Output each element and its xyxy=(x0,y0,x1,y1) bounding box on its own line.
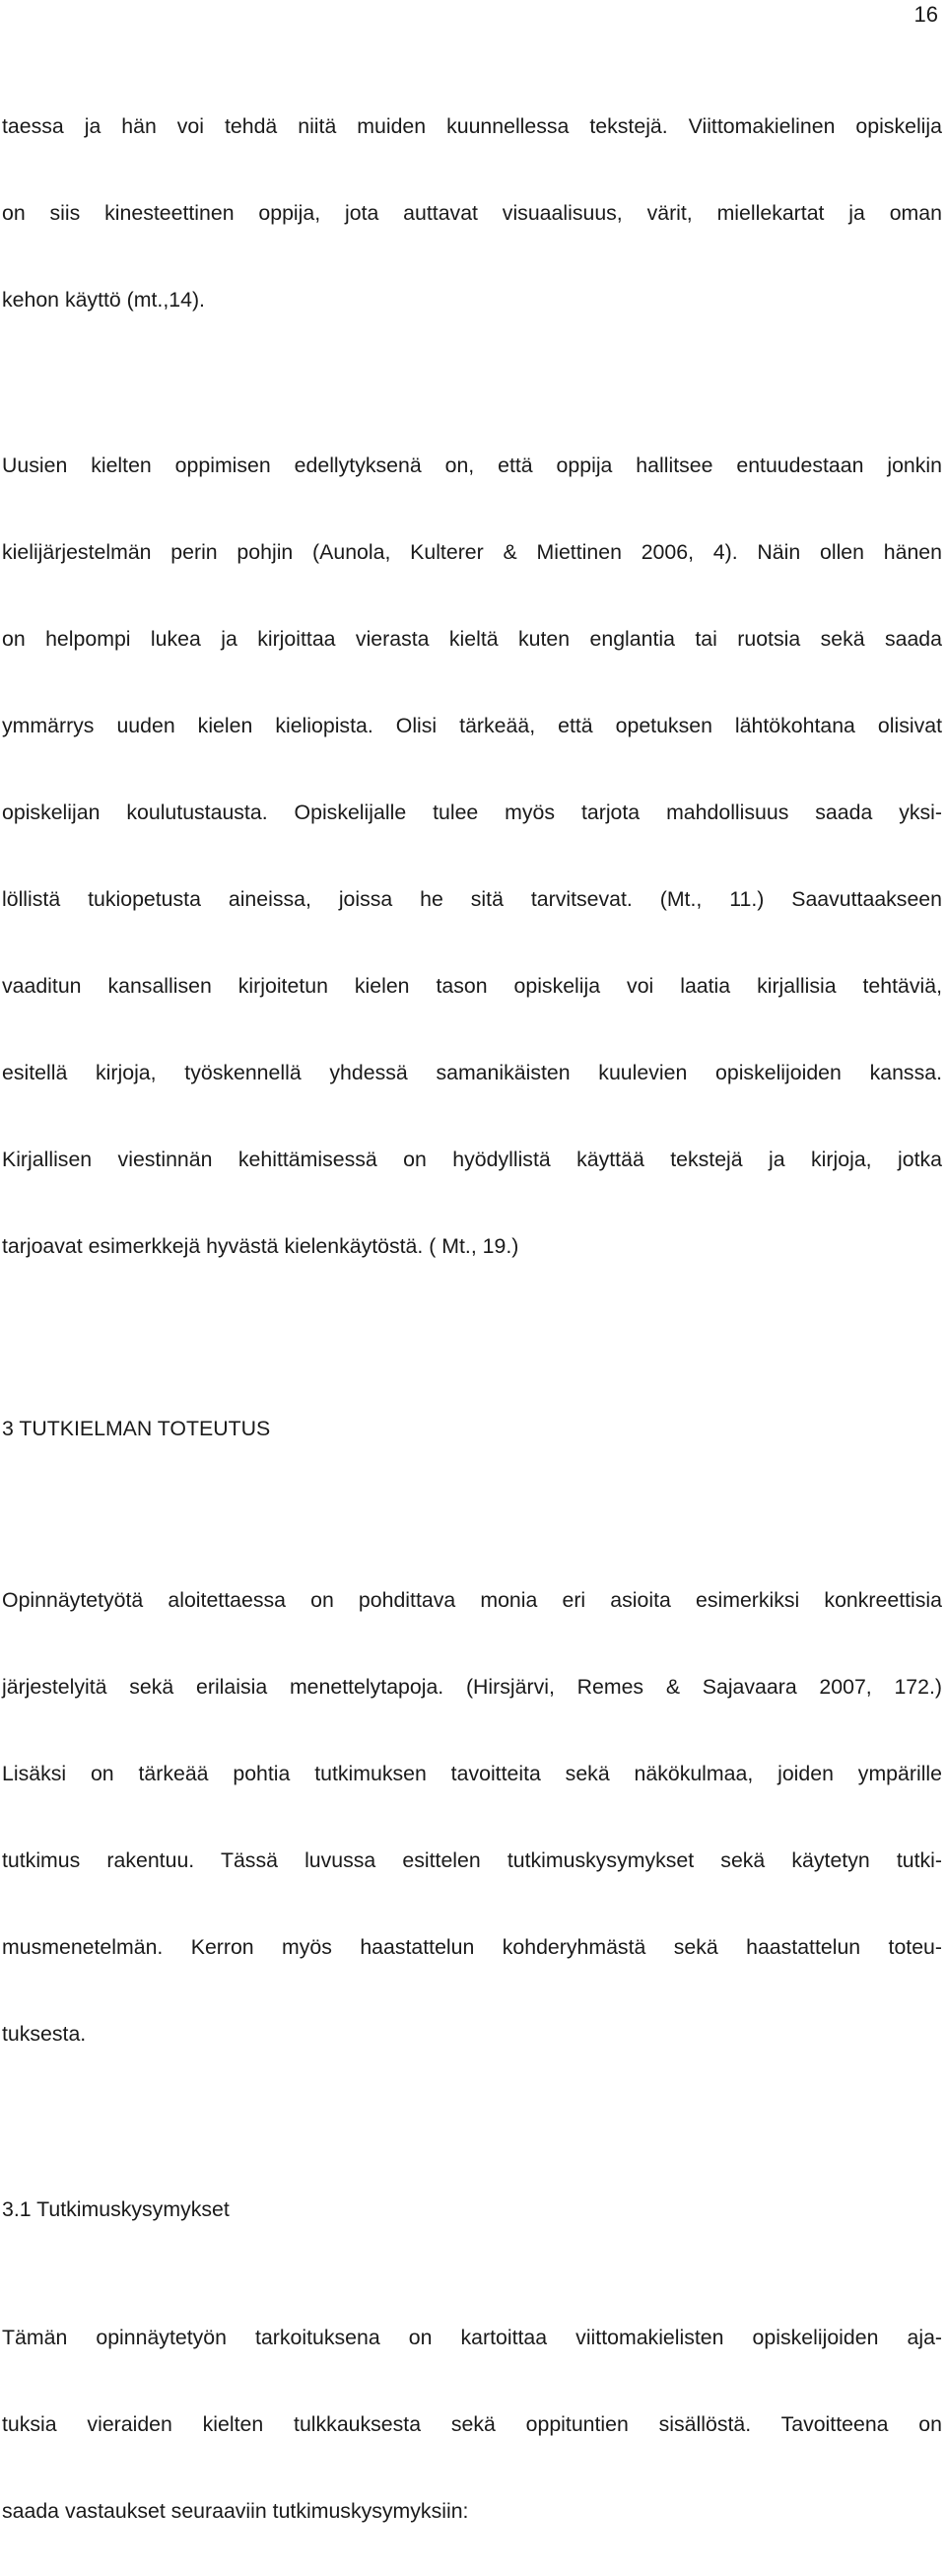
paragraph-language-learning xyxy=(2,400,942,1311)
text-line: kielijärjestelmän perin pohjin (Aunola, Kulterer & Miettinen 2006, 4). Näin ollen hänen xyxy=(2,540,942,564)
text-line: esitellä kirjoja, työskennellä yhdessä samanikäisten kuulevien opiskelijoiden kanssa. xyxy=(2,1061,942,1084)
text-line: Tämän opinnäytetyön tarkoituksena on kartoittaa viittomakielisten opiskelijoiden aja- xyxy=(2,2326,942,2349)
text-line: on helpompi lukea ja kirjoittaa vierasta kieltä kuten englantia tai ruotsia sekä saada xyxy=(2,627,942,651)
document-body xyxy=(2,61,942,2576)
text-line: on siis kinesteettinen oppija, jota auttavat visuaalisuus, värit, miellekartat ja oman xyxy=(2,201,942,225)
text-line: opiskelijan koulutustausta. Opiskelijalle tulee myös tarjota mahdollisuus saada yksi- xyxy=(2,801,942,824)
text-line: Kirjallisen viestinnän kehittämisessä on hyödyllistä käyttää tekstejä ja kirjoja, jotka xyxy=(2,1148,942,1171)
paragraph-thesis-planning xyxy=(2,1535,942,2099)
text-line: Uusien kielten oppimisen edellytyksenä on, että oppija hallitsee entuudestaan jonkin xyxy=(2,453,942,477)
paragraph-research-purpose xyxy=(2,2272,942,2576)
text-line: tuksesta. xyxy=(2,2022,87,2046)
text-line: tutkimus rakentuu. Tässä luvussa esittelen tutkimuskysymykset sekä käytetyn tutki- xyxy=(2,1848,942,1872)
text-line: järjestelyitä sekä erilaisia menettelytapoja. (Hirsjärvi, Remes & Sajavaara 2007, 172.) xyxy=(2,1675,942,1699)
text-line: Lisäksi on tärkeää pohtia tutkimuksen tavoitteita sekä näkökulmaa, joiden ympärille xyxy=(2,1762,942,1785)
text-line: musmenetelmän. Kerron myös haastattelun kohderyhmästä sekä haastattelun toteu- xyxy=(2,1935,942,1959)
chapter-heading: 3 TUTKIELMAN TOTEUTUS xyxy=(2,1417,271,1440)
text-line: tuksia vieraiden kielten tulkkauksesta sekä oppituntien sisällöstä. Tavoitteena on xyxy=(2,2412,942,2436)
text-line: löllistä tukiopetusta aineissa, joissa he sitä tarvitsevat. (Mt., 11.) Saavuttaakseen xyxy=(2,887,942,911)
text-line: vaaditun kansallisen kirjoitetun kielen tason opiskelija voi laatia kirjallisia tehtäviä, xyxy=(2,974,942,998)
text-line: Opinnäytetyötä aloitettaessa on pohdittava monia eri asioita esimerkiksi konkreettisia xyxy=(2,1588,942,1612)
text-line: taessa ja hän voi tehdä niitä muiden kuunnellessa tekstejä. Viittomakielinen opiskelija xyxy=(2,114,942,138)
text-line: tarjoavat esimerkkejä hyvästä kielenkäytöstä. ( Mt., 19.) xyxy=(2,1234,519,1258)
section-heading: 3.1 Tutkimuskysymykset xyxy=(2,2197,230,2221)
text-line: saada vastaukset seuraaviin tutkimuskysymyksiin: xyxy=(2,2499,469,2523)
paragraph-kinesthetic-learner xyxy=(2,61,942,365)
page-number: 16 xyxy=(913,2,938,27)
text-line: ymmärrys uuden kielen kieliopista. Olisi tärkeää, että opetuksen lähtökohtana olisivat xyxy=(2,714,942,737)
text-line: kehon käyttö (mt.,14). xyxy=(2,288,205,312)
